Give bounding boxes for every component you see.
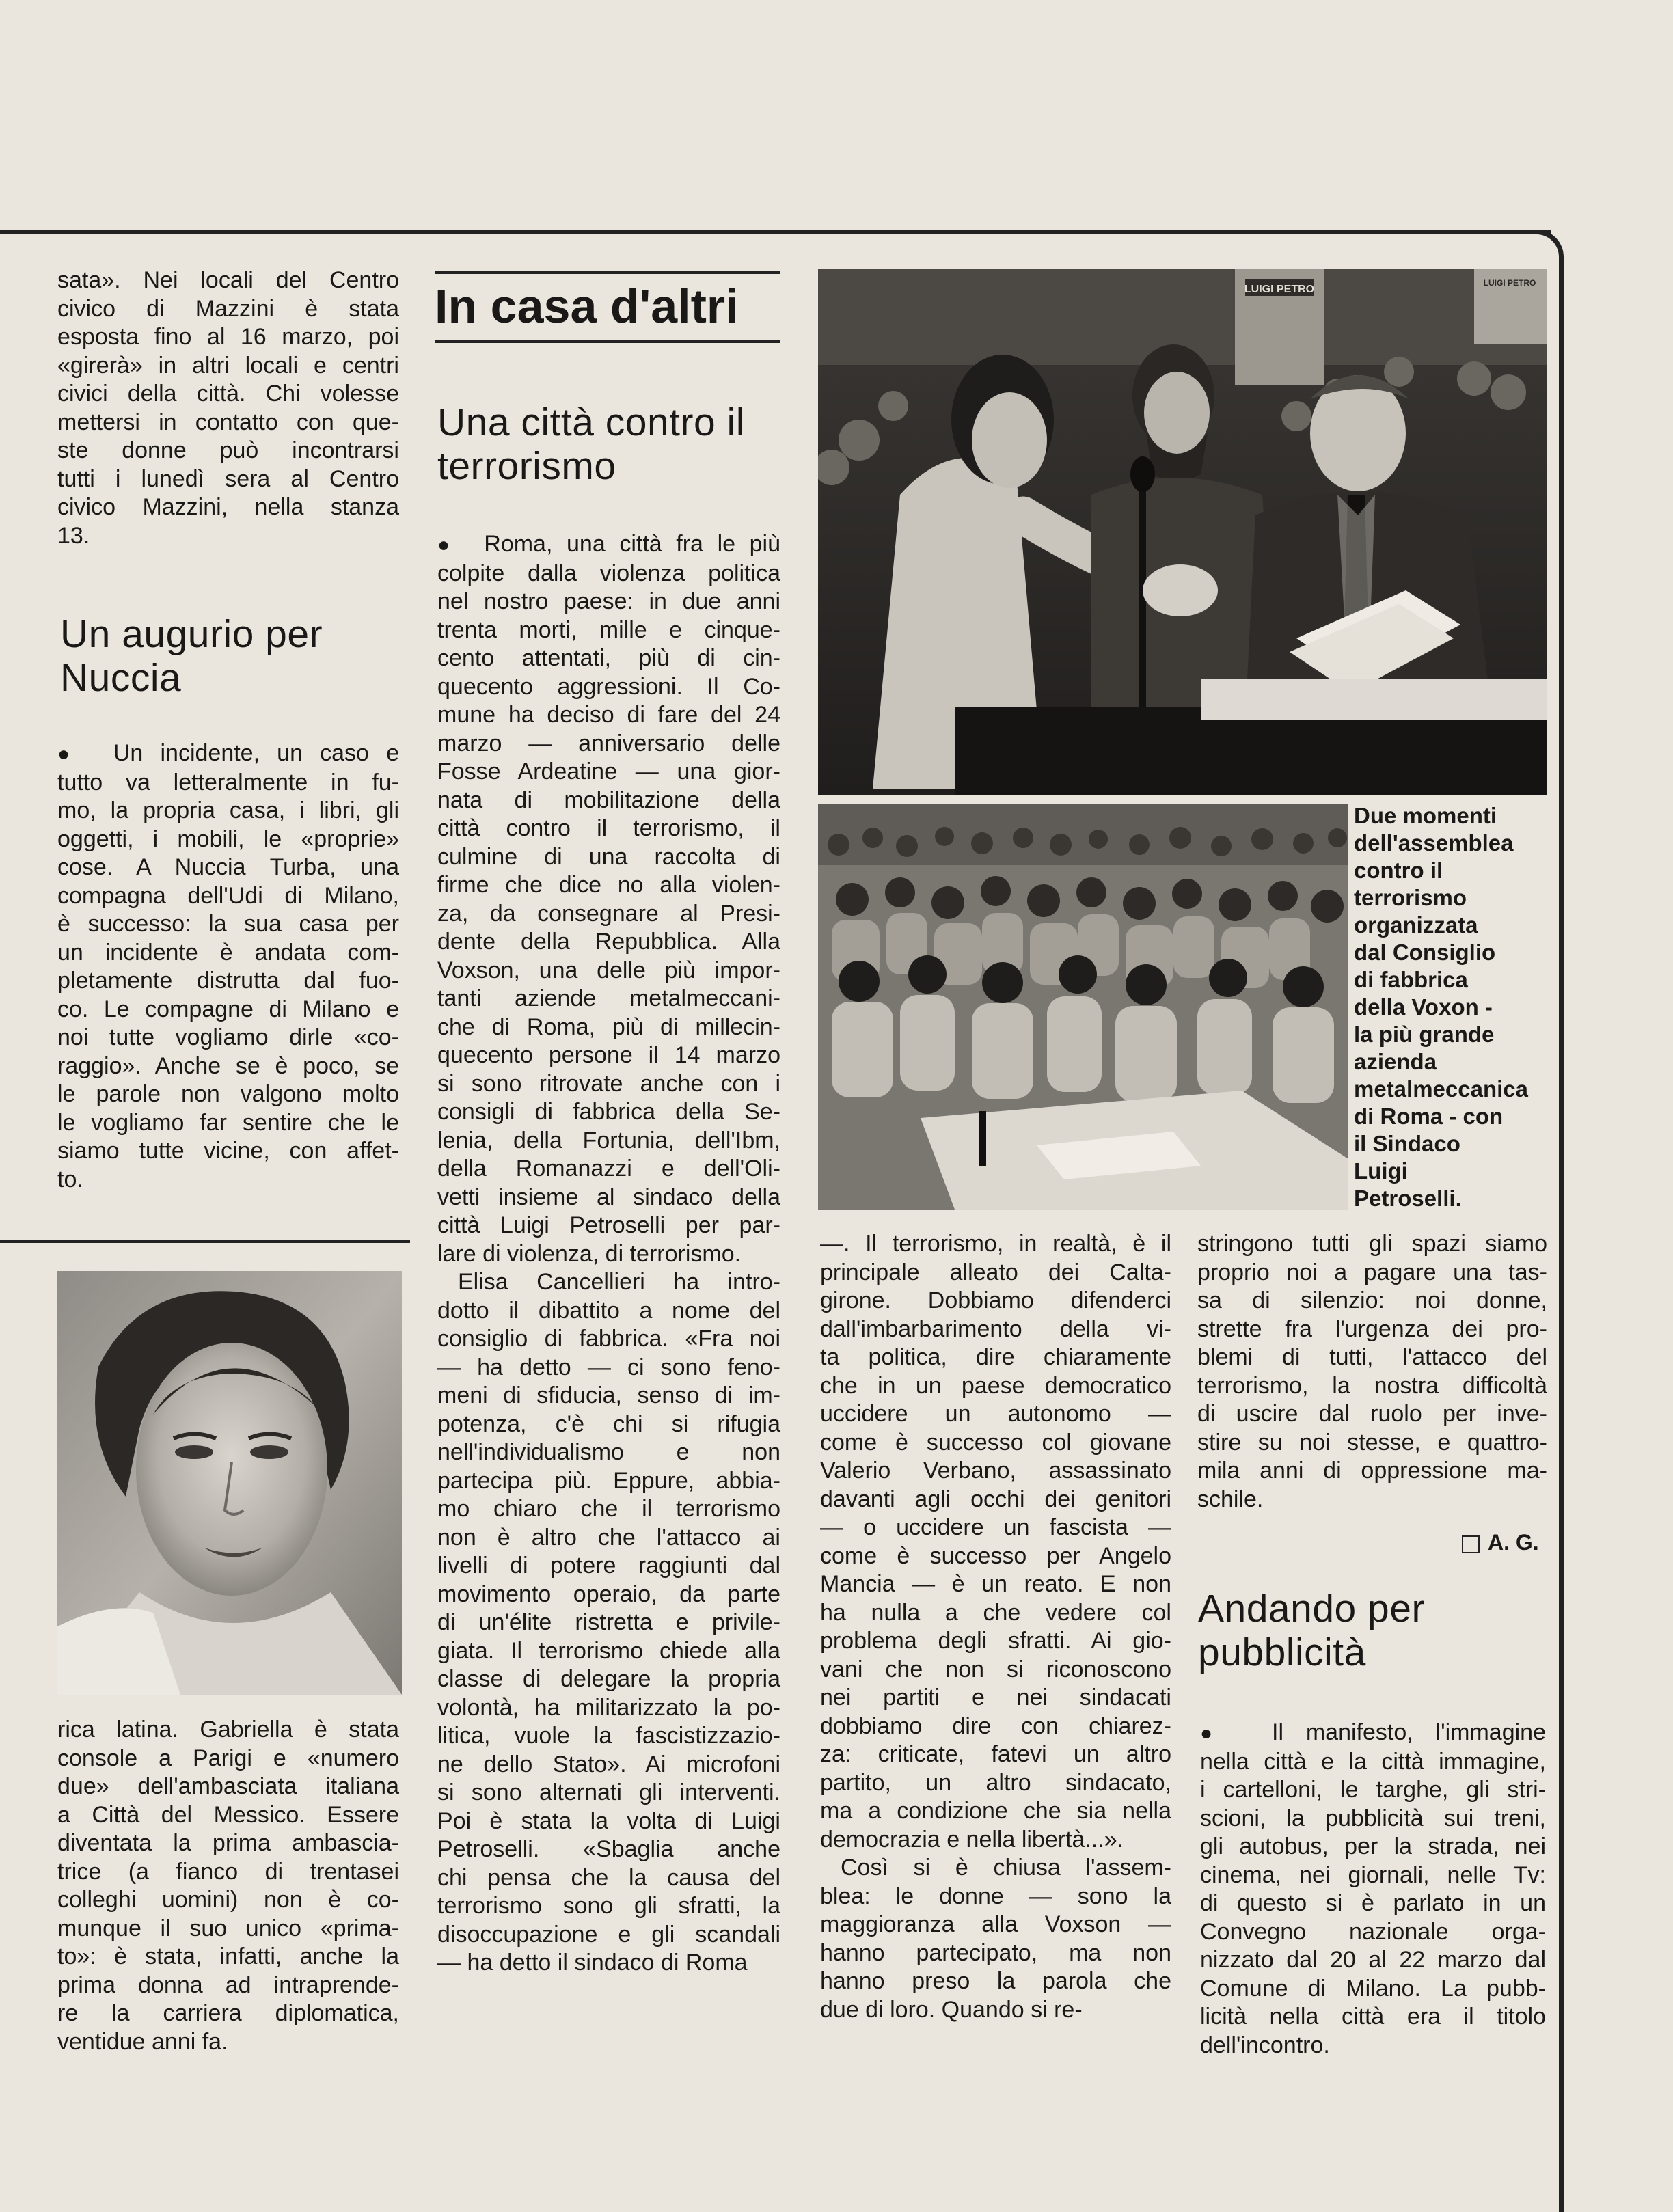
caption-line: azienda: [1354, 1049, 1437, 1074]
text-line: partecipa più. Eppure, abbia-: [437, 1467, 780, 1494]
text-line: sa di silenzio: noi donne,: [1197, 1287, 1547, 1313]
text-line: di un'élite ristretta e privile-: [437, 1609, 780, 1635]
caption-line: della Voxon -: [1354, 994, 1493, 1020]
text-line: maggioranza alla Voxson —: [820, 1911, 1171, 1937]
text-line: Elisa Cancellieri ha intro-: [458, 1269, 780, 1295]
text-line: livelli di potere raggiunti dal: [437, 1553, 780, 1579]
text-line: colleghi uomini) non è co-: [57, 1887, 399, 1913]
text-line: blemi di tutti, l'attacco del: [1197, 1344, 1547, 1370]
heading-line: terrorismo: [437, 444, 616, 488]
text-line: «girerà» in altri locali e centri: [57, 352, 399, 379]
text-line: disoccupazione e gli scandali: [437, 1921, 780, 1948]
text-line: dotto il dibattito a nome del: [437, 1297, 780, 1324]
signature-text: A. G.: [1488, 1530, 1539, 1555]
section-title-rule-bottom: [435, 340, 780, 343]
text-line: civici della città. Chi volesse: [57, 381, 399, 407]
text-line: classe di delegare la propria: [437, 1666, 780, 1692]
text-line: città Luigi Petroselli per par-: [437, 1212, 780, 1238]
text-line: partito, un altro sindacato,: [820, 1769, 1171, 1796]
text-line: mo, la propria casa, i libri, gli: [57, 797, 399, 823]
text-line: 13.: [57, 522, 90, 549]
portrait-woman-image: [57, 1271, 402, 1695]
col1-gabriella-text: [57, 1716, 399, 2056]
text-line: mettersi in contatto con que-: [57, 409, 399, 435]
text-line: console a Parigi e «numero: [57, 1745, 399, 1771]
caption-line: contro il: [1354, 858, 1443, 883]
text-line: ste donne può incontrarsi: [57, 437, 399, 463]
text-line: firme che dice no alla violen-: [437, 872, 780, 898]
heading-line: Nuccia: [60, 656, 182, 700]
text-line: di uscire dal ruolo per inve-: [1197, 1401, 1547, 1427]
text-line: girone. Dobbiamo difenderci: [820, 1287, 1171, 1313]
text-line: colpite dalla violenza politica: [437, 560, 780, 586]
text-line: lenia, della Fortunia, dell'Ibm,: [437, 1127, 780, 1153]
text-line: re la carriera diplomatica,: [57, 2000, 399, 2026]
section-title-rule-top: [435, 271, 780, 274]
caption-line: di Roma - con: [1354, 1104, 1504, 1129]
text-line: cose. A Nuccia Turba, una: [57, 854, 399, 880]
col1-intro-text: [57, 267, 399, 550]
text-line: civico Mazzini, nella stanza: [57, 494, 399, 520]
text-line: scioni, la pubblicità sui treni,: [1200, 1805, 1546, 1831]
text-line: uccidere un autonomo —: [820, 1401, 1171, 1427]
text-line: potenza, c'è chi si rifugia: [437, 1410, 780, 1437]
text-line: città contro il terrorismo, il: [437, 815, 780, 841]
text-line: è successo: la sua casa per: [57, 911, 399, 937]
text-line: le vogliamo far sentire che le: [57, 1109, 399, 1136]
poster-text-left: LUIGI PETRO: [1244, 284, 1315, 295]
text-line: non è altro che l'attacco ai: [437, 1524, 780, 1551]
text-line: prima donna ad intraprende-: [57, 1971, 399, 1998]
text-line: to»: è stata, infatti, anche la: [57, 1943, 399, 1969]
text-line: due di loro. Quando si re-: [820, 1996, 1083, 2023]
text-line: dall'imbarbarimento della vi-: [820, 1315, 1171, 1342]
text-line: noi tutte vogliamo dirle «co-: [57, 1024, 399, 1050]
text-line: stire su noi stesse, e quattro-: [1197, 1429, 1547, 1456]
text-line: — o uccidere un fascista —: [820, 1514, 1171, 1540]
caption-line: Due momenti: [1354, 803, 1497, 828]
col1-divider: [0, 1240, 410, 1243]
author-signature: [1462, 1530, 1539, 1555]
right-frame-rule: [1559, 267, 1564, 2212]
text-line: trice (a fianco di trentasei: [57, 1858, 399, 1885]
heading-line: Una città contro il: [437, 400, 745, 444]
text-line: consigli di fabbrica della Se-: [437, 1099, 780, 1125]
text-line: nella città e la città immagine,: [1200, 1748, 1546, 1775]
text-line: Poi è stata la volta di Luigi: [437, 1807, 780, 1834]
text-line: tutti i lunedì sera al Centro: [57, 465, 399, 492]
top-frame-rule: [0, 230, 1551, 234]
col3-article-text: [820, 1230, 1171, 2024]
caption-line: il Sindaco: [1354, 1131, 1460, 1156]
text-line: tutto va letteralmente in fu-: [57, 769, 399, 795]
photo-caption: [1354, 802, 1556, 1212]
poster-text-right: LUIGI PETRO: [1483, 278, 1536, 288]
text-line: meni di sfiducia, senso di im-: [437, 1382, 780, 1408]
text-line: Mancia — è un reato. E non: [820, 1571, 1171, 1597]
text-line: hanno partecipato, ma non: [820, 1939, 1171, 1966]
text-line: munque il suo unico «prima-: [57, 1915, 399, 1941]
text-line: lare di violenza, di terrorismo.: [437, 1240, 742, 1267]
text-line: siamo tutte vicine, con affet-: [57, 1138, 399, 1164]
caption-line: organizzata: [1354, 912, 1478, 938]
heading-andando-per-pubblicita: [1198, 1587, 1553, 1674]
caption-line: Petroselli.: [1354, 1186, 1462, 1211]
text-line: rica latina. Gabriella è stata: [57, 1717, 399, 1743]
caption-line: la più grande: [1354, 1022, 1495, 1047]
text-line: due» dell'ambasciata italiana: [57, 1773, 399, 1799]
text-line: stringono tutti gli spazi siamo: [1197, 1231, 1547, 1257]
text-line: chi pensa che la causa del: [437, 1864, 780, 1891]
text-line: raggio». Anche se è poco, se: [57, 1052, 399, 1079]
text-line: nell'individualismo e non: [437, 1439, 780, 1465]
heading-un-augurio-per-nuccia: [60, 612, 416, 700]
assembly-crowd-image: [818, 804, 1348, 1210]
text-line: Petroselli. «Sbaglia anche: [437, 1836, 780, 1862]
text-line: Valerio Verbano, assassinato: [820, 1458, 1171, 1484]
text-line: nata di mobilitazione della: [437, 787, 780, 813]
text-line: diventata la prima ambascia-: [57, 1830, 399, 1856]
caption-line: Luigi: [1354, 1158, 1408, 1184]
text-line: vani che non si riconoscono: [820, 1656, 1171, 1682]
text-line: consiglio di fabbrica. «Fra noi: [437, 1326, 780, 1352]
text-line: ha nulla a che vedere col: [820, 1599, 1171, 1626]
text-line: quecento aggressioni. Il Co-: [437, 673, 780, 700]
text-line: ● Il manifesto, l'immagine: [1200, 1719, 1546, 1748]
text-line: cento attentati, più di cin-: [437, 645, 780, 671]
text-line: come è successo col giovane: [820, 1429, 1171, 1456]
text-line: terrorismo sono gli sfratti, la: [437, 1893, 780, 1919]
text-line: vetti insieme al sindaco della: [437, 1184, 780, 1210]
text-line: —. Il terrorismo, in realtà, è il: [820, 1231, 1171, 1257]
text-line: dell'incontro.: [1200, 2032, 1330, 2058]
text-line: problema degli sfratti. Ai gio-: [820, 1628, 1171, 1654]
text-line: mune ha deciso di fare del 24: [437, 702, 780, 728]
caption-line: di fabbrica: [1354, 967, 1468, 992]
text-line: gli autobus, per la strada, nei: [1200, 1833, 1546, 1859]
text-line: ne dello Stato». Ai microfoni: [437, 1751, 780, 1777]
text-line: Fosse Ardeatine — una gior-: [437, 759, 780, 784]
signature-box-icon: [1462, 1535, 1480, 1553]
text-line: dente della Repubblica. Alla: [437, 929, 780, 955]
text-line: un incidente è andata com-: [57, 939, 399, 966]
text-line: compagna dell'Udi di Milano,: [57, 882, 399, 909]
text-line: litica, vuole la fascistizzazio-: [437, 1723, 780, 1749]
photo-handshake: [818, 269, 1547, 795]
text-line: davanti agli occhi dei genitori: [820, 1486, 1171, 1512]
text-line: Voxson, una delle più impor-: [437, 957, 780, 983]
text-line: — ha detto il sindaco di Roma: [437, 1950, 748, 1976]
portrait-photo: [57, 1271, 402, 1695]
text-line: blea: le donne — sono la: [820, 1883, 1171, 1909]
text-line: sata». Nei locali del Centro: [57, 267, 399, 293]
text-line: pletamente distrutta dal fuo-: [57, 968, 399, 994]
text-line: di questo si è parlato in un: [1200, 1890, 1546, 1916]
text-line: Comune di Milano. La pubb-: [1200, 1975, 1546, 2002]
text-line: Così si è chiusa l'assem-: [841, 1855, 1171, 1881]
text-line: strette fra l'urgenza dei pro-: [1197, 1315, 1547, 1342]
text-line: terrorismo, la nostra difficoltà: [1197, 1372, 1547, 1399]
text-line: culmine di una raccolta di: [437, 843, 780, 870]
text-line: licità nella città era il titolo: [1200, 2004, 1546, 2030]
text-line: hanno preso la parola che: [820, 1968, 1171, 1994]
text-line: tanti aziende metalmeccani-: [437, 985, 780, 1011]
text-line: oggetti, i mobili, le «proprie»: [57, 825, 399, 852]
text-line: co. Le compagne di Milano e: [57, 996, 399, 1022]
text-line: nei partiti e nei sindacati: [820, 1684, 1171, 1710]
text-line: dobbiamo dire con chiarez-: [820, 1712, 1171, 1739]
heading-una-citta-contro-il-terrorismo: [437, 400, 793, 488]
text-line: che di Roma, più di millecin-: [437, 1013, 780, 1040]
text-line: che in un paese democratico: [820, 1372, 1171, 1399]
caption-line: dell'assemblea: [1354, 830, 1514, 856]
text-line: Convegno nazionale orga-: [1200, 1918, 1546, 1945]
text-line: si sono alternati gli interventi.: [437, 1779, 780, 1805]
text-line: marzo — anniversario delle: [437, 730, 780, 756]
text-line: esposta fino al 16 marzo, poi: [57, 324, 399, 350]
text-line: le parole non valgono molto: [57, 1081, 399, 1107]
heading-line: Un augurio per: [60, 612, 323, 656]
text-line: della Romanazzi e dell'Oli-: [437, 1156, 780, 1182]
col1-nuccia-text: [57, 739, 399, 1194]
frame-corner: [1521, 230, 1564, 272]
text-line: schile.: [1197, 1486, 1264, 1512]
col4-article-text: [1197, 1230, 1547, 1514]
text-line: za, da consegnare al Presi-: [437, 900, 780, 927]
text-line: principale alleato dei Calta-: [820, 1259, 1171, 1285]
caption-line: terrorismo: [1354, 885, 1467, 910]
text-line: proprio noi a pagare una tas-: [1197, 1259, 1547, 1285]
text-line: quecento persone il 14 marzo: [437, 1042, 780, 1068]
text-line: giata. Il terrorismo chiede alla: [437, 1637, 780, 1664]
text-line: trenta morti, mille e cinque-: [437, 616, 780, 643]
heading-line: pubblicità: [1198, 1630, 1366, 1674]
heading-line: Andando per: [1198, 1587, 1425, 1630]
text-line: si sono ritrovate anche con i: [437, 1070, 780, 1097]
text-line: i cartelloni, le targhe, gli stri-: [1200, 1777, 1546, 1803]
col4-pubblicita-text: [1200, 1719, 1546, 2060]
text-line: to.: [57, 1166, 83, 1192]
text-line: a Città del Messico. Essere: [57, 1801, 399, 1828]
text-line: mila anni di oppressione ma-: [1197, 1458, 1547, 1484]
text-line: civico di Mazzini è stata: [57, 295, 399, 322]
section-title-in-casa-daltri: In casa d'altri: [435, 279, 739, 333]
text-line: nel nostro paese: in due anni: [437, 588, 780, 614]
caption-line: dal Consiglio: [1354, 940, 1496, 965]
text-line: ventidue anni fa.: [57, 2028, 228, 2055]
text-line: cinema, nei giornali, nelle Tv:: [1200, 1861, 1546, 1888]
text-line: nizzato dal 20 al 22 marzo dal: [1200, 1947, 1546, 1973]
text-line: ● Un incidente, un caso e: [57, 739, 399, 769]
text-line: za: criticate, fatevi un altro: [820, 1741, 1171, 1767]
text-line: ma a condizione che sia nella: [820, 1798, 1171, 1824]
handshake-scene-image: [818, 269, 1547, 795]
text-line: ● Roma, una città fra le più: [437, 530, 780, 560]
text-line: ta politica, dire chiaramente: [820, 1344, 1171, 1370]
text-line: democrazia e nella libertà...».: [820, 1826, 1124, 1853]
text-line: mo chiaro che il terrorismo: [437, 1496, 780, 1522]
photo-assembly-crowd: [818, 804, 1348, 1210]
caption-line: metalmeccanica: [1354, 1076, 1528, 1102]
text-line: volontà, ha militarizzato la po-: [437, 1694, 780, 1721]
text-line: — ha detto — ci sono feno-: [437, 1354, 780, 1380]
text-line: come è successo per Angelo: [820, 1542, 1171, 1569]
text-line: movimento operaio, da parte: [437, 1581, 780, 1607]
col2-article-text: [437, 530, 780, 1978]
